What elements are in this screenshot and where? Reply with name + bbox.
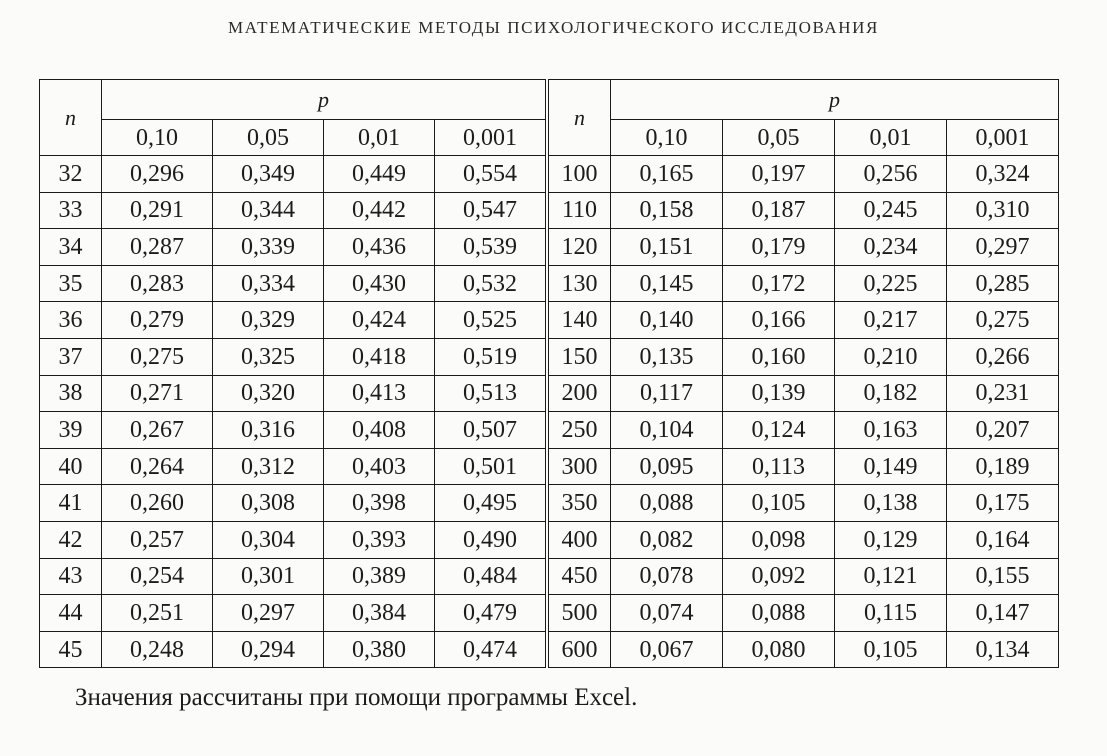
value-cell: 0,449 — [324, 156, 435, 193]
p-level-header: 0,05 — [723, 120, 835, 156]
n-cell: 33 — [40, 192, 102, 229]
value-cell: 0,256 — [835, 156, 947, 193]
value-cell: 0,484 — [435, 558, 546, 595]
value-cell: 0,507 — [435, 412, 546, 449]
n-cell: 120 — [549, 229, 611, 266]
value-cell: 0,393 — [324, 521, 435, 558]
value-cell: 0,294 — [213, 631, 324, 668]
table-row — [40, 595, 546, 632]
table-row — [40, 375, 546, 412]
n-cell: 44 — [40, 595, 102, 632]
n-cell: 300 — [549, 448, 611, 485]
critical-values-table-left — [39, 79, 545, 668]
value-cell: 0,067 — [611, 631, 723, 668]
p-level-header: 0,05 — [213, 120, 324, 156]
value-cell: 0,539 — [435, 229, 546, 266]
table-row — [40, 229, 546, 266]
n-cell: 35 — [40, 265, 102, 302]
value-cell: 0,275 — [102, 338, 213, 375]
p-level-header: 0,10 — [611, 120, 723, 156]
table-row — [549, 412, 1059, 449]
value-cell: 0,312 — [213, 448, 324, 485]
value-cell: 0,519 — [435, 338, 546, 375]
value-cell: 0,245 — [835, 192, 947, 229]
value-cell: 0,413 — [324, 375, 435, 412]
n-cell: 37 — [40, 338, 102, 375]
value-cell: 0,310 — [947, 192, 1059, 229]
n-cell: 45 — [40, 631, 102, 668]
value-cell: 0,172 — [723, 265, 835, 302]
value-cell: 0,308 — [213, 485, 324, 522]
value-cell: 0,139 — [723, 375, 835, 412]
value-cell: 0,092 — [723, 558, 835, 595]
value-cell: 0,344 — [213, 192, 324, 229]
critical-values-table-right — [548, 79, 1058, 668]
value-cell: 0,442 — [324, 192, 435, 229]
n-cell: 600 — [549, 631, 611, 668]
value-cell: 0,088 — [723, 595, 835, 632]
table-row — [40, 412, 546, 449]
value-cell: 0,095 — [611, 448, 723, 485]
table-row — [40, 302, 546, 339]
value-cell: 0,210 — [835, 338, 947, 375]
n-cell: 500 — [549, 595, 611, 632]
value-cell: 0,207 — [947, 412, 1059, 449]
value-cell: 0,080 — [723, 631, 835, 668]
value-cell: 0,334 — [213, 265, 324, 302]
value-cell: 0,389 — [324, 558, 435, 595]
value-cell: 0,349 — [213, 156, 324, 193]
n-cell: 130 — [549, 265, 611, 302]
value-cell: 0,121 — [835, 558, 947, 595]
value-cell: 0,418 — [324, 338, 435, 375]
value-cell: 0,554 — [435, 156, 546, 193]
value-cell: 0,182 — [835, 375, 947, 412]
value-cell: 0,285 — [947, 265, 1059, 302]
n-cell: 150 — [549, 338, 611, 375]
value-cell: 0,287 — [102, 229, 213, 266]
value-cell: 0,436 — [324, 229, 435, 266]
value-cell: 0,380 — [324, 631, 435, 668]
n-cell: 200 — [549, 375, 611, 412]
value-cell: 0,325 — [213, 338, 324, 375]
value-cell: 0,165 — [611, 156, 723, 193]
n-cell: 32 — [40, 156, 102, 193]
value-cell: 0,408 — [324, 412, 435, 449]
value-cell: 0,163 — [835, 412, 947, 449]
value-cell: 0,098 — [723, 521, 835, 558]
value-cell: 0,155 — [947, 558, 1059, 595]
value-cell: 0,324 — [947, 156, 1059, 193]
table-row — [549, 595, 1059, 632]
value-cell: 0,082 — [611, 521, 723, 558]
table-row — [40, 631, 546, 668]
table-row — [549, 448, 1059, 485]
value-cell: 0,296 — [102, 156, 213, 193]
value-cell: 0,271 — [102, 375, 213, 412]
value-cell: 0,301 — [213, 558, 324, 595]
value-cell: 0,490 — [435, 521, 546, 558]
n-cell: 400 — [549, 521, 611, 558]
value-cell: 0,248 — [102, 631, 213, 668]
value-cell: 0,175 — [947, 485, 1059, 522]
n-column-header: n — [549, 80, 611, 156]
value-cell: 0,164 — [947, 521, 1059, 558]
value-cell: 0,479 — [435, 595, 546, 632]
value-cell: 0,495 — [435, 485, 546, 522]
value-cell: 0,513 — [435, 375, 546, 412]
n-cell: 42 — [40, 521, 102, 558]
table-row — [549, 229, 1059, 266]
value-cell: 0,525 — [435, 302, 546, 339]
value-cell: 0,547 — [435, 192, 546, 229]
value-cell: 0,320 — [213, 375, 324, 412]
value-cell: 0,187 — [723, 192, 835, 229]
table-row — [549, 558, 1059, 595]
n-cell: 350 — [549, 485, 611, 522]
n-cell: 34 — [40, 229, 102, 266]
table-row — [549, 375, 1059, 412]
table-row — [40, 521, 546, 558]
value-cell: 0,134 — [947, 631, 1059, 668]
value-cell: 0,147 — [947, 595, 1059, 632]
n-cell: 140 — [549, 302, 611, 339]
footnote: Значения рассчитаны при помощи программы Excel. — [75, 684, 638, 711]
value-cell: 0,403 — [324, 448, 435, 485]
value-cell: 0,251 — [102, 595, 213, 632]
value-cell: 0,166 — [723, 302, 835, 339]
value-cell: 0,189 — [947, 448, 1059, 485]
p-group-header: p — [611, 80, 1059, 120]
table-row — [40, 558, 546, 595]
value-cell: 0,217 — [835, 302, 947, 339]
value-cell: 0,129 — [835, 521, 947, 558]
table-row — [549, 485, 1059, 522]
value-cell: 0,145 — [611, 265, 723, 302]
table-row — [549, 265, 1059, 302]
value-cell: 0,501 — [435, 448, 546, 485]
table-row — [549, 192, 1059, 229]
n-cell: 36 — [40, 302, 102, 339]
value-cell: 0,179 — [723, 229, 835, 266]
table-row — [40, 338, 546, 375]
value-cell: 0,149 — [835, 448, 947, 485]
n-cell: 43 — [40, 558, 102, 595]
table-row — [40, 265, 546, 302]
value-cell: 0,304 — [213, 521, 324, 558]
n-cell: 450 — [549, 558, 611, 595]
p-level-header: 0,001 — [947, 120, 1059, 156]
p-level-header: 0,01 — [835, 120, 947, 156]
value-cell: 0,254 — [102, 558, 213, 595]
value-cell: 0,398 — [324, 485, 435, 522]
p-group-header: p — [102, 80, 546, 120]
n-column-header: n — [40, 80, 102, 156]
value-cell: 0,329 — [213, 302, 324, 339]
table-grid — [548, 79, 1059, 668]
value-cell: 0,234 — [835, 229, 947, 266]
value-cell: 0,115 — [835, 595, 947, 632]
table-grid — [39, 79, 546, 668]
value-cell: 0,078 — [611, 558, 723, 595]
value-cell: 0,283 — [102, 265, 213, 302]
table-row — [40, 192, 546, 229]
value-cell: 0,266 — [947, 338, 1059, 375]
table-row — [549, 156, 1059, 193]
value-cell: 0,158 — [611, 192, 723, 229]
value-cell: 0,105 — [723, 485, 835, 522]
value-cell: 0,113 — [723, 448, 835, 485]
table-row — [40, 156, 546, 193]
n-cell: 100 — [549, 156, 611, 193]
value-cell: 0,424 — [324, 302, 435, 339]
value-cell: 0,430 — [324, 265, 435, 302]
value-cell: 0,316 — [213, 412, 324, 449]
value-cell: 0,257 — [102, 521, 213, 558]
value-cell: 0,151 — [611, 229, 723, 266]
n-cell: 250 — [549, 412, 611, 449]
value-cell: 0,260 — [102, 485, 213, 522]
p-level-header: 0,01 — [324, 120, 435, 156]
value-cell: 0,275 — [947, 302, 1059, 339]
value-cell: 0,197 — [723, 156, 835, 193]
table-row — [549, 338, 1059, 375]
value-cell: 0,088 — [611, 485, 723, 522]
value-cell: 0,104 — [611, 412, 723, 449]
value-cell: 0,474 — [435, 631, 546, 668]
p-level-header: 0,10 — [102, 120, 213, 156]
value-cell: 0,339 — [213, 229, 324, 266]
table-row — [40, 448, 546, 485]
table-row — [549, 302, 1059, 339]
running-header: МАТЕМАТИЧЕСКИЕ МЕТОДЫ ПСИХОЛОГИЧЕСКОГО ИССЛЕДОВАНИЯ — [228, 18, 879, 37]
value-cell: 0,279 — [102, 302, 213, 339]
table-row — [40, 485, 546, 522]
value-cell: 0,267 — [102, 412, 213, 449]
p-level-header: 0,001 — [435, 120, 546, 156]
n-cell: 38 — [40, 375, 102, 412]
value-cell: 0,532 — [435, 265, 546, 302]
n-cell: 39 — [40, 412, 102, 449]
value-cell: 0,297 — [947, 229, 1059, 266]
value-cell: 0,105 — [835, 631, 947, 668]
n-cell: 41 — [40, 485, 102, 522]
value-cell: 0,124 — [723, 412, 835, 449]
n-cell: 40 — [40, 448, 102, 485]
value-cell: 0,117 — [611, 375, 723, 412]
table-row — [549, 521, 1059, 558]
value-cell: 0,291 — [102, 192, 213, 229]
value-cell: 0,074 — [611, 595, 723, 632]
value-cell: 0,135 — [611, 338, 723, 375]
value-cell: 0,231 — [947, 375, 1059, 412]
value-cell: 0,264 — [102, 448, 213, 485]
value-cell: 0,384 — [324, 595, 435, 632]
value-cell: 0,225 — [835, 265, 947, 302]
value-cell: 0,160 — [723, 338, 835, 375]
table-row — [549, 631, 1059, 668]
value-cell: 0,140 — [611, 302, 723, 339]
value-cell: 0,297 — [213, 595, 324, 632]
value-cell: 0,138 — [835, 485, 947, 522]
n-cell: 110 — [549, 192, 611, 229]
